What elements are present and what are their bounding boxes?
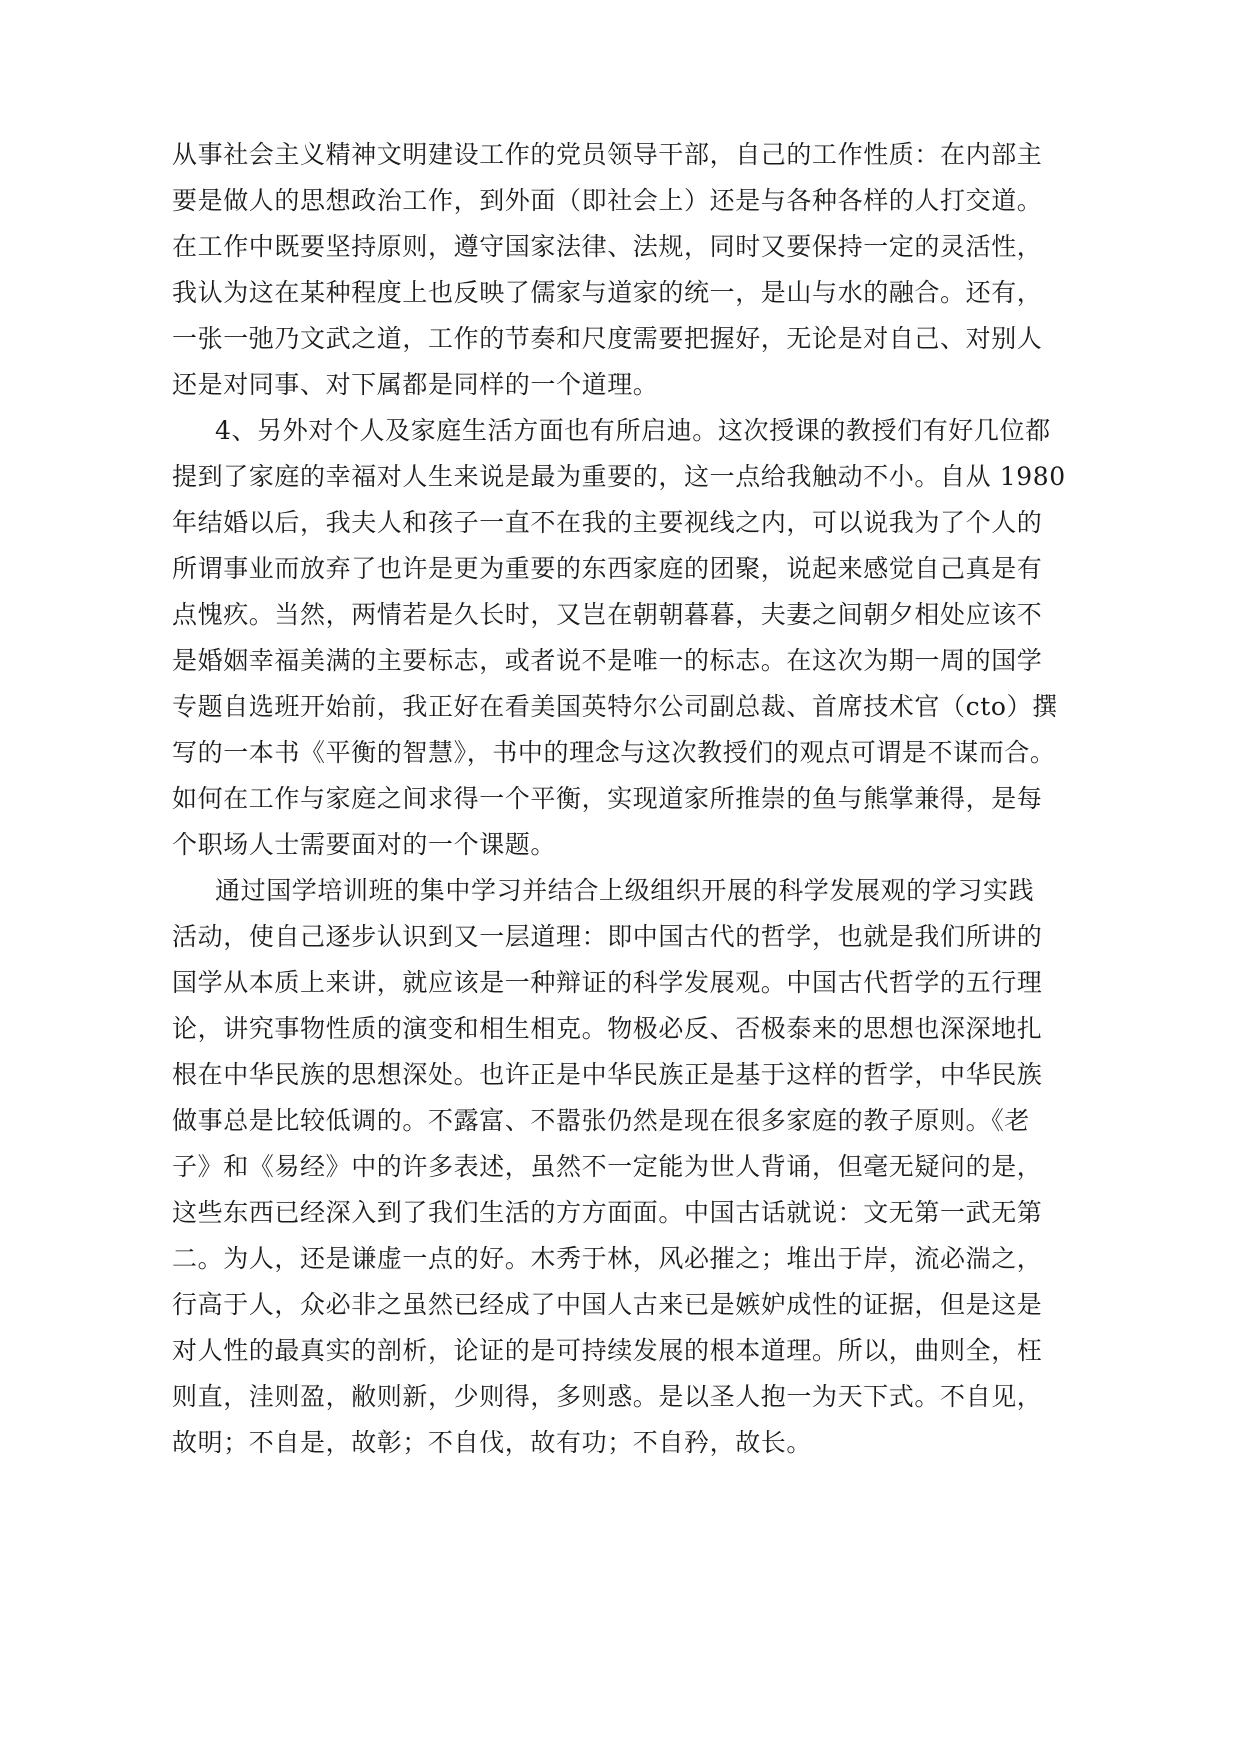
text-line: 写的一本书《平衡的智慧》，书中的理念与这次教授们的观点可谓是不谋而合。: [172, 738, 1056, 767]
text-line: 4、另外对个人及家庭生活方面也有所启迪。这次授课的教授们有好几位都: [215, 416, 1051, 445]
text-line: 一张一弛乃文武之道，工作的节奏和尺度需要把握好，无论是对自己、对别人: [172, 324, 1043, 353]
text-line: 专题自选班开始前，我正好在看美国英特尔公司副总裁、首席技术官（cto）撰: [172, 692, 1058, 721]
text-line: 二。为人，还是谦虚一点的好。木秀于林，风必摧之；堆出于岸，流必湍之，: [172, 1244, 1043, 1273]
text-line: 国学从本质上来讲，就应该是一种辩证的科学发展观。中国古代哲学的五行理: [172, 968, 1043, 997]
text-line: 子》和《易经》中的许多表述，虽然不一定能为世人背诵，但毫无疑问的是，: [172, 1152, 1043, 1181]
text-line: 在工作中既要坚持原则，遵守国家法律、法规，同时又要保持一定的灵活性，: [172, 232, 1043, 261]
text-line: 个职场人士需要面对的一个课题。: [172, 830, 557, 859]
text-line: 要是做人的思想政治工作，到外面（即社会上）还是与各种各样的人打交道。: [172, 186, 1043, 215]
text-line: 点愧疚。当然，两情若是久长时，又岂在朝朝暮暮，夫妻之间朝夕相处应该不: [172, 600, 1043, 629]
text-line: 做事总是比较低调的。不露富、不嚣张仍然是现在很多家庭的教子原则。《老: [172, 1106, 1030, 1135]
text-line: 行高于人，众必非之虽然已经成了中国人古来已是嫉妒成性的证据，但是这是: [172, 1290, 1043, 1319]
text-line: 根在中华民族的思想深处。也许正是中华民族正是基于这样的哲学，中华民族: [172, 1060, 1043, 1089]
text-line: 还是对同事、对下属都是同样的一个道理。: [172, 370, 659, 399]
text-line: 我认为这在某种程度上也反映了儒家与道家的统一，是山与水的融合。还有，: [172, 278, 1043, 307]
text-line: 论，讲究事物性质的演变和相生相克。物极必反、否极泰来的思想也深深地扎: [172, 1014, 1043, 1043]
text-line: 通过国学培训班的集中学习并结合上级组织开展的科学发展观的学习实践: [215, 876, 1035, 905]
text-line: 故明；不自是，故彰；不自伐，故有功；不自矜，故长。: [172, 1428, 813, 1457]
text-line: 如何在工作与家庭之间求得一个平衡，实现道家所推崇的鱼与熊掌兼得，是每: [172, 784, 1043, 813]
text-line: 对人性的最真实的剖析，论证的是可持续发展的根本道理。所以，曲则全，枉: [172, 1336, 1043, 1365]
text-line: 提到了家庭的幸福对人生来说是最为重要的，这一点给我触动不小。自从 1980: [172, 462, 1066, 491]
text-line: 所谓事业而放弃了也许是更为重要的东西家庭的团聚，说起来感觉自己真是有: [172, 554, 1043, 583]
text-line: 是婚姻幸福美满的主要标志，或者说不是唯一的标志。在这次为期一周的国学: [172, 646, 1043, 675]
text-line: 这些东西已经深入到了我们生活的方方面面。中国古话就说：文无第一武无第: [172, 1198, 1043, 1227]
text-line: 年结婚以后，我夫人和孩子一直不在我的主要视线之内，可以说我为了个人的: [172, 508, 1043, 537]
text-line: 活动，使自己逐步认识到又一层道理：即中国古代的哲学，也就是我们所讲的: [172, 922, 1043, 951]
text-line: 从事社会主义精神文明建设工作的党员领导干部，自己的工作性质：在内部主: [172, 140, 1043, 169]
text-line: 则直，洼则盈，敝则新，少则得，多则惑。是以圣人抱一为天下式。不自见，: [172, 1382, 1043, 1411]
